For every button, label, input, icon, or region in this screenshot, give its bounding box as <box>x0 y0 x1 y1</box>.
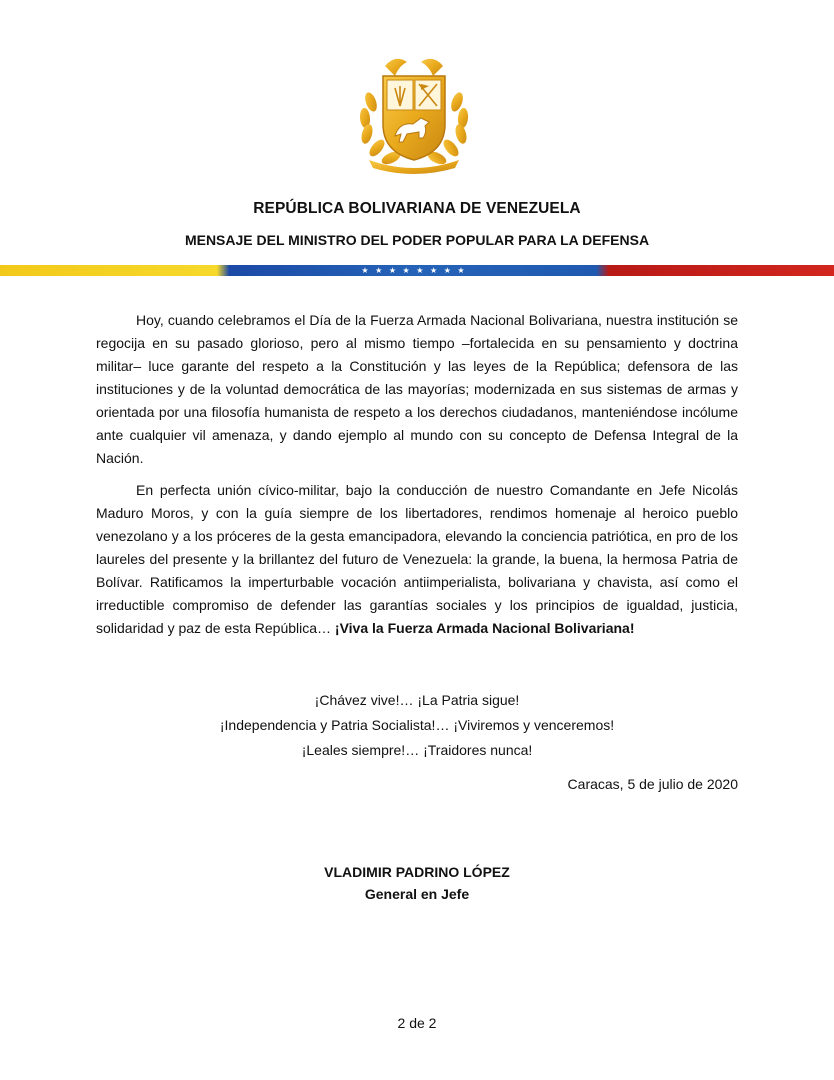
signatory-rank: General en Jefe <box>364 886 470 902</box>
document-subtitle: MENSAJE DEL MINISTRO DEL PODER POPULAR PARA LA DEFENSA <box>184 232 650 248</box>
slogan-line: ¡Chávez vive!… ¡La Patria sigue! <box>314 692 520 708</box>
signatory-name: VLADIMIR PADRINO LÓPEZ <box>324 864 510 880</box>
coat-of-arms-emblem <box>355 52 473 176</box>
body-paragraph-2-text: En perfecta unión cívico-militar, bajo la conducción de nuestro Comandante en Jefe Nicolás Maduro Moros, y con la guía siempre de los libertadores, rendimos homenaje al heroico pueblo venezolano y a los próceres de la gesta emancipadora, elevando la conciencia patriótica, en pro de los laureles del presente y la brillantez del futuro de Venezuela: la grande, la buena, la hermosa Patria de Bolívar. Ratificamos la imperturbable vocación antiimperialista, bolivariana y chavista, así como el irreductible compromiso de defender las garantías sociales y los principios de igualdad, justicia, solidaridad y paz de esta República… <box>96 482 738 636</box>
date-line: Caracas, 5 de julio de 2020 <box>567 776 738 792</box>
flag-stars: ★ ★ ★ ★ ★ ★ ★ ★ <box>361 266 467 275</box>
body-paragraph-2 <box>96 479 738 640</box>
page-number: 2 de 2 <box>397 1015 437 1031</box>
body-paragraph-1: Hoy, cuando celebramos el Día de la Fuerza Armada Nacional Bolivariana, nuestra institución se regocija en su pasado glorioso, pero al mismo tiempo –fortalecida en su pensamiento y doctrina militar– luce garante del respeto a la Constitución y las leyes de la República; defensora de las instituciones y de la voluntad democrática de las mayorías; modernizada en sus sistemas de armas y orientada por una filosofía humanista de respeto a los derechos ciudadanos, manteniéndose incólume ante cualquier vil amenaza, y dando ejemplo al mundo con su concepto de Defensa Integral de la Nación. <box>96 312 738 466</box>
body-paragraph-2-closing: ¡Viva la Fuerza Armada Nacional Bolivariana! <box>334 620 635 636</box>
document-title: REPÚBLICA BOLIVARIANA DE VENEZUELA <box>253 200 581 217</box>
slogans-block <box>0 688 834 763</box>
slogan-line: ¡Independencia y Patria Socialista!… ¡Viviremos y venceremos! <box>219 717 615 733</box>
slogan-line: ¡Leales siempre!… ¡Traidores nunca! <box>301 742 533 758</box>
